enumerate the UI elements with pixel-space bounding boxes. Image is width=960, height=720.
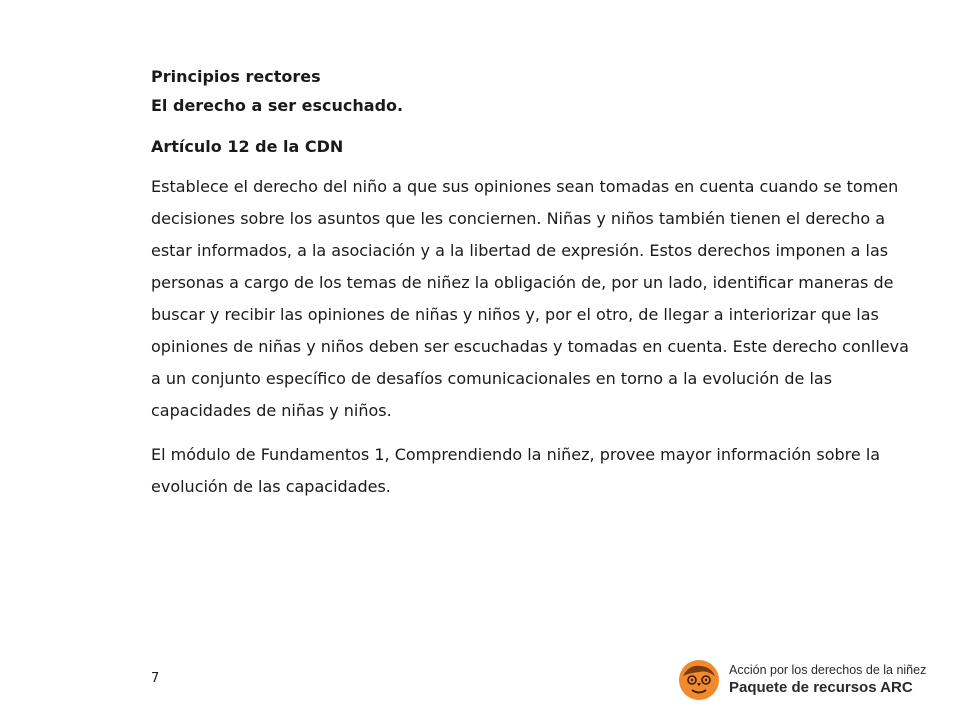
child-face-icon	[677, 658, 721, 702]
page-number: 7	[151, 671, 160, 686]
document-body	[151, 62, 921, 503]
section-heading: Artículo 12 de la CDN	[151, 137, 344, 156]
logo-product-name: Paquete de recursos ARC	[729, 679, 913, 696]
body-paragraph-2: El módulo de Fundamentos 1, Comprendiendo la niñez, provee mayor información sobre la evolución de las capacidades.	[151, 445, 881, 496]
body-paragraph-1: Establece el derecho del niño a que sus opiniones sean tomadas en cuenta cuando se tomen decisiones sobre los asuntos que les conciernen. Niñas y niños también tienen el derecho a estar informados, a la asociación y a la libertad de expresión. Estos derechos imponen a las personas a cargo de los temas de niñez la obligación de, por un lado, identificar maneras de buscar y recibir las opiniones de niñas y niños y, por el otro, de llegar a interiorizar que las opiniones de niñas y niños deben ser escuchadas y tomadas en cuenta. Este derecho conlleva a un conjunto específico de desafíos comunicacionales en torno a la evolución de las capacidades de niñas y niños.	[151, 177, 909, 420]
document-subtitle: El derecho a ser escuchado.	[151, 96, 404, 115]
document-title: Principios rectores	[151, 67, 321, 86]
arc-logo	[677, 656, 937, 704]
logo-text	[729, 662, 926, 698]
logo-tagline: Acción por los derechos de la niñez	[729, 663, 927, 677]
